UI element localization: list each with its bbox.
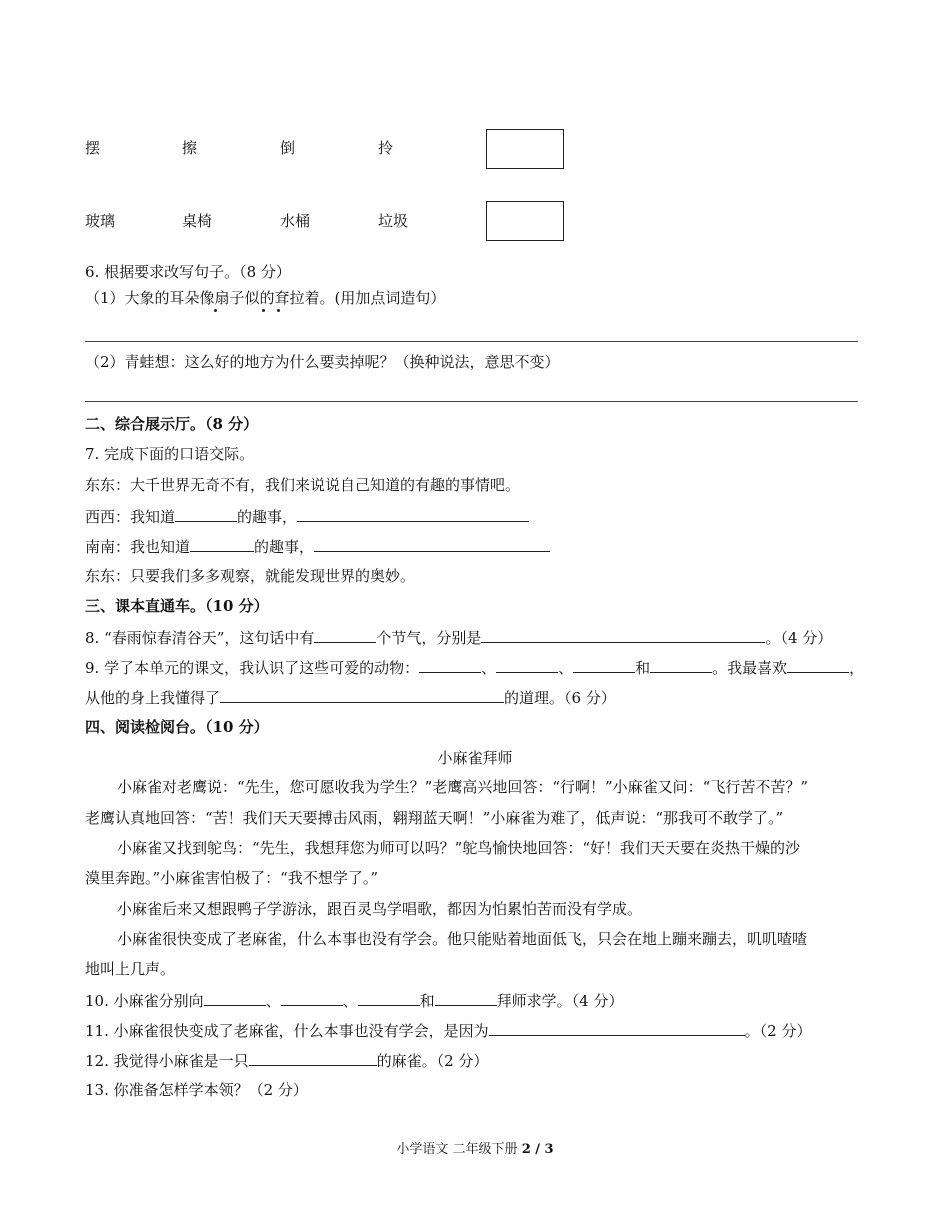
fill-blank[interactable] xyxy=(204,990,266,1006)
story-paragraph: 地叫上几声。 xyxy=(85,960,176,978)
answer-line[interactable] xyxy=(85,341,858,342)
sort-word: 玻璃 xyxy=(85,212,116,230)
q10-sep: 、 xyxy=(342,992,358,1010)
q10-suffix: 拜师求学。（4 分） xyxy=(496,992,624,1010)
question-12 xyxy=(85,1050,488,1071)
story-title: 小麻雀拜师 xyxy=(437,749,513,767)
fill-blank[interactable] xyxy=(249,1050,377,1066)
nannan-prefix: 南南：我也知道 xyxy=(85,538,191,556)
story-paragraph: 小麻雀又找到鸵鸟：“先生，我想拜您为师可以吗？”鸵鸟愉快地回答：“好！我们天天要在炎热干燥的沙 xyxy=(117,839,801,857)
q8-suffix: 。（4 分） xyxy=(765,629,833,647)
answer-line[interactable] xyxy=(85,401,858,402)
question-9 xyxy=(85,657,864,678)
emphasis-dot xyxy=(277,309,280,312)
fill-blank[interactable] xyxy=(281,990,343,1006)
q9-line2-suffix: 的道理。（6 分） xyxy=(504,689,616,707)
fill-blank[interactable] xyxy=(787,657,849,673)
q9-and: 和 xyxy=(635,659,651,677)
story-paragraph: 漠里奔跑。”小麻雀害怕极了：“我不想学了。” xyxy=(85,869,379,887)
question-6-sub1: （1）大象的耳朵像扇子似的耷拉着。(用加点词造句） xyxy=(85,289,446,307)
section-3-heading: 三、课本直通车。（10 分） xyxy=(85,597,269,615)
question-11 xyxy=(85,1020,811,1041)
fill-blank[interactable] xyxy=(419,657,481,673)
fill-blank[interactable] xyxy=(297,506,529,522)
q9-prefix: 9. 学了本单元的课文，我认识了这些可爱的动物： xyxy=(85,659,420,677)
emphasis-dot xyxy=(262,309,265,312)
fill-blank[interactable] xyxy=(220,687,504,703)
q9-like: 。我最喜欢 xyxy=(712,659,788,677)
story-paragraph: 老鹰认真地回答：“苦！我们天天要搏击风雨，翱翔蓝天啊！”小麻雀为难了，低声说：“那我可不敢学了。” xyxy=(85,809,784,827)
q12-prefix: 12. 我觉得小麻雀是一只 xyxy=(85,1052,249,1070)
q9-sep: 、 xyxy=(558,659,574,677)
dialogue-line-nannan xyxy=(85,536,550,557)
q11-suffix: 。（2 分） xyxy=(744,1022,812,1040)
dialogue-line-xixi xyxy=(85,506,529,527)
fill-blank[interactable] xyxy=(358,990,420,1006)
sort-word: 倒 xyxy=(280,139,296,157)
xixi-middle: 的趣事， xyxy=(237,508,298,526)
q12-suffix: 的麻雀。（2 分） xyxy=(376,1052,489,1070)
sort-word: 摆 xyxy=(85,139,101,157)
footer-subject: 小学语文 二年级下册 xyxy=(396,1142,518,1157)
question-7-title: 7. 完成下面的口语交际。 xyxy=(85,445,255,463)
fill-blank[interactable] xyxy=(496,657,558,673)
fill-blank[interactable] xyxy=(573,657,635,673)
section-4-heading: 四、阅读检阅台。（10 分） xyxy=(85,718,269,736)
nannan-middle: 的趣事， xyxy=(254,538,315,556)
sort-word: 垃圾 xyxy=(378,212,409,230)
sort-word: 水桶 xyxy=(280,212,311,230)
xixi-prefix: 西西：我知道 xyxy=(85,508,176,526)
sort-word: 桌椅 xyxy=(182,212,213,230)
question-8 xyxy=(85,627,832,648)
dialogue-line: 东东：大千世界无奇不有，我们来说说自己知道的有趣的事情吧。 xyxy=(85,476,521,494)
answer-box[interactable] xyxy=(486,129,564,169)
emphasis-dot xyxy=(214,309,217,312)
q9-comma: ， xyxy=(849,659,865,677)
q10-and: 和 xyxy=(419,992,435,1010)
dialogue-line: 东东：只要我们多多观察，就能发现世界的奥妙。 xyxy=(85,567,416,585)
sort-word: 拎 xyxy=(378,139,394,157)
answer-box[interactable] xyxy=(486,201,564,241)
q9-sep: 、 xyxy=(481,659,497,677)
question-10 xyxy=(85,990,623,1011)
q10-prefix: 10. 小麻雀分别向 xyxy=(85,992,204,1010)
fill-blank[interactable] xyxy=(314,627,376,643)
fill-blank[interactable] xyxy=(489,1020,745,1036)
page-number: 2 / 3 xyxy=(521,1142,554,1157)
section-2-heading: 二、综合展示厅。（8 分） xyxy=(85,415,259,433)
fill-blank[interactable] xyxy=(650,657,712,673)
q9-line2-prefix: 从他的身上我懂得了 xyxy=(85,689,221,707)
question-6-title: 6. 根据要求改写句子。（8 分） xyxy=(85,263,291,281)
story-paragraph: 小麻雀对老鹰说：“先生，您可愿收我为学生？”老鹰高兴地回答：“行啊！”小麻雀又问：“飞行苦不苦？” xyxy=(117,778,809,796)
q10-sep: 、 xyxy=(265,992,281,1010)
question-6-sub2: （2）青蛙想：这么好的地方为什么要卖掉呢？（换种说法，意思不变） xyxy=(85,353,560,371)
story-paragraph: 小麻雀很快变成了老麻雀，什么本事也没有学会。他只能贴着地面低飞，只会在地上蹦来蹦去，叽叽喳喳 xyxy=(117,930,808,948)
q8-prefix: 8. “春雨惊春清谷天”，这句话中有 xyxy=(85,629,315,647)
story-paragraph: 小麻雀后来又想跟鸭子学游泳，跟百灵鸟学唱歌，都因为怕累怕苦而没有学成。 xyxy=(117,900,643,918)
question-9-line2 xyxy=(85,687,616,708)
fill-blank[interactable] xyxy=(175,506,237,522)
fill-blank[interactable] xyxy=(481,627,765,643)
fill-blank[interactable] xyxy=(314,536,550,552)
fill-blank[interactable] xyxy=(190,536,254,552)
sort-word: 擦 xyxy=(182,139,198,157)
q11-prefix: 11. 小麻雀很快变成了老麻雀，什么本事也没有学会，是因为 xyxy=(85,1022,489,1040)
question-13: 13. 你准备怎样学本领？（2 分） xyxy=(85,1081,308,1099)
fill-blank[interactable] xyxy=(435,990,497,1006)
page-footer xyxy=(0,1140,950,1160)
q8-middle: 个节气，分别是 xyxy=(376,629,482,647)
